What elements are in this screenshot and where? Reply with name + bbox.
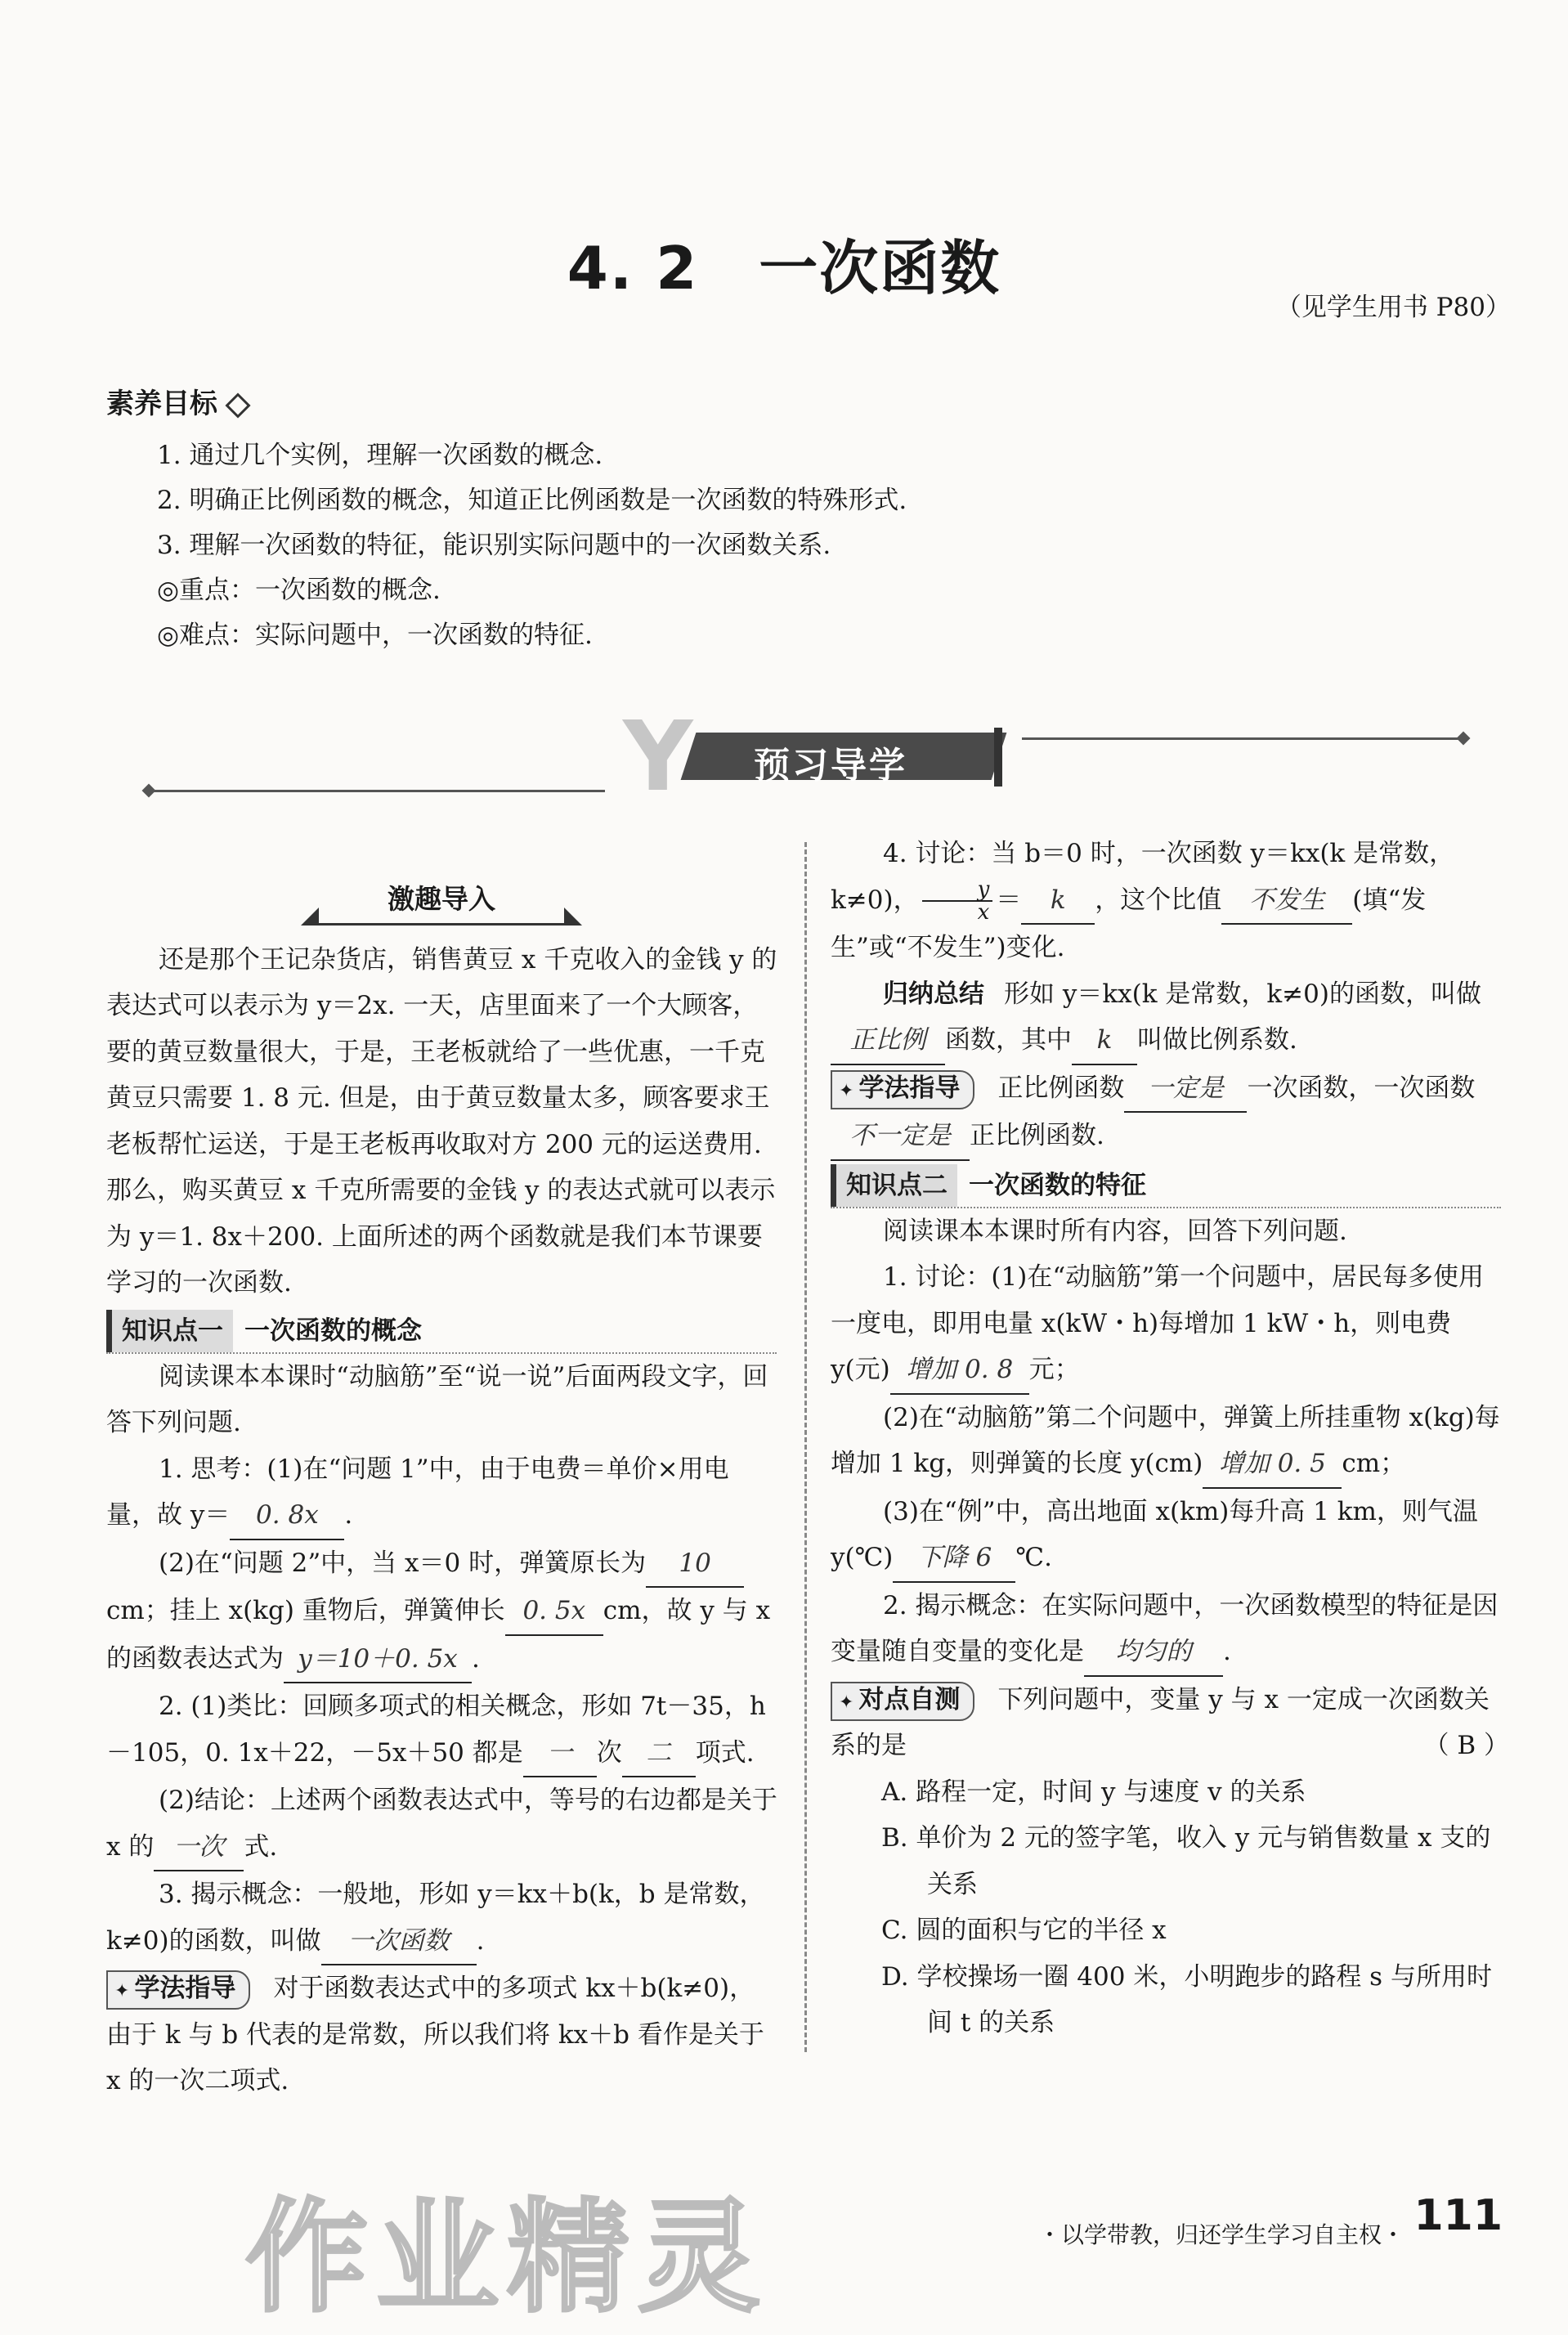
- page-title: 4. 2 一次函数: [567, 234, 1001, 303]
- intro-heading: 激趣导入: [319, 876, 564, 925]
- banner-line-right: [1022, 737, 1463, 740]
- q3-end: .: [476, 1925, 485, 1956]
- summary-answer-1: 正比例: [831, 1017, 945, 1065]
- right-tip-end: 正比例函数.: [970, 1121, 1104, 1150]
- goal-item: 1. 通过几个实例，理解一次函数的概念.: [157, 441, 603, 470]
- column-divider: [804, 842, 807, 2052]
- discussion-3: [831, 1489, 1509, 1583]
- goal-item: 3. 理解一次函数的特征，能识别实际问题中的一次函数关系.: [157, 531, 831, 560]
- banner-letter: Y: [623, 700, 693, 813]
- right-tip-answer-1: 一定是: [1124, 1065, 1247, 1114]
- kp1-name: 一次函数的概念: [244, 1315, 422, 1346]
- d2-end: cm；: [1342, 1449, 1406, 1478]
- banner-dot-left: [142, 784, 156, 798]
- q1a-end: .: [344, 1500, 353, 1530]
- q1a-answer: 0. 8x: [230, 1492, 344, 1540]
- goals-list: [157, 433, 1465, 658]
- left-tip: [106, 1965, 778, 2104]
- question-2b: [106, 1777, 778, 1871]
- self-test-label: [831, 1682, 974, 1721]
- q4-text: 4. 讨论：当 b＝0 时，一次函数 y＝kx(k 是常数，k≠0)，: [831, 839, 1455, 915]
- q2b-text: (2)结论：上述两个函数表达式中，等号的右边都是关于 x 的: [106, 1786, 777, 1862]
- q2a-text: 2. (1)类比：回顾多项式的相关概念，形如 7t－35，h－105，0. 1x＋22，－5x＋50 都是: [106, 1692, 766, 1768]
- fraction-denominator: x: [977, 900, 990, 925]
- kp2-intro: 阅读课本本课时所有内容，回答下列问题.: [883, 1216, 1347, 1246]
- q2a-text-2: 次: [596, 1737, 622, 1768]
- summary-text-2: 函数，其中: [945, 1025, 1072, 1055]
- goal-item: ◎重点：一次函数的概念.: [157, 576, 441, 605]
- goals-label: [106, 381, 247, 421]
- q3-text: 3. 揭示概念：一般地，形如 y＝kx＋b(k，b 是常数，k≠0)的函数，叫做: [106, 1880, 765, 1956]
- fraction-numerator: y: [922, 879, 993, 902]
- goal-item: ◎难点：实际问题中，一次函数的特征.: [157, 621, 593, 650]
- left-tip-label-text: 学法指导: [134, 1974, 236, 2003]
- q1b-answer-2: 0. 5x: [505, 1588, 603, 1636]
- star-icon: ✦: [114, 1981, 130, 2001]
- self-test-question: 下列问题中，变量 y 与 x 一定成一次函数关系的是: [831, 1684, 1490, 1760]
- option-b: B. 单价为 2 元的签字笔，收入 y 元与销售数量 x 支的关系: [881, 1823, 1491, 1899]
- question-4: [831, 831, 1509, 971]
- left-tip-label: [106, 1970, 250, 2010]
- ratio-fraction: [922, 879, 993, 923]
- kp1-tag: 知识点一: [106, 1310, 233, 1352]
- knowledge-point-1: [106, 1310, 777, 1354]
- self-test-answer: （ B ）: [1423, 1731, 1509, 1760]
- star-icon: ✦: [839, 1692, 854, 1713]
- summary-end: 叫做比例系数.: [1137, 1025, 1297, 1055]
- summary-label: 归纳总结: [883, 979, 984, 1009]
- q1b-text-2: cm；挂上 x(kg) 重物后，弹簧伸长: [106, 1596, 505, 1625]
- d3-end: ℃.: [1015, 1543, 1052, 1572]
- knowledge-point-2: [831, 1164, 1501, 1208]
- self-test: [831, 1677, 1509, 1769]
- right-tip-label-text: 学法指导: [858, 1073, 961, 1103]
- discussion-1: [831, 1254, 1509, 1395]
- d3-text: (3)在“例”中，高出地面 x(km)每升高 1 km，则气温 y(℃): [831, 1496, 1478, 1572]
- d2-text: (2)在“动脑筋”第二个问题中，弹簧上所挂重物 x(kg)每增加 1 kg，则弹簧的长度 y(cm): [831, 1402, 1500, 1478]
- q4-equals: ＝: [996, 885, 1022, 915]
- kp2-tag: 知识点二: [831, 1164, 957, 1207]
- goals-label-text: 素养目标: [106, 388, 217, 420]
- kp1-intro: 阅读课本本课时“动脑筋”至“说一说”后面两段文字，回答下列问题.: [106, 1361, 768, 1437]
- left-column: [106, 876, 778, 2104]
- question-1a: [106, 1446, 778, 1540]
- goal-item: 2. 明确正比例函数的概念，知道正比例函数是一次函数的特殊形式.: [157, 486, 907, 515]
- q3-answer: 一次函数: [321, 1918, 477, 1966]
- r2-text: 2. 揭示概念：在实际问题中，一次函数模型的特征是因变量随自变量的变化是: [831, 1590, 1499, 1666]
- right-column: [831, 831, 1509, 2046]
- banner-title: 预习导学: [754, 745, 907, 787]
- diamond-icon: [225, 392, 250, 418]
- right-tip: [831, 1065, 1509, 1161]
- q1b-answer-1: 10: [646, 1540, 744, 1589]
- option-a: A. 路程一定，时间 y 与速度 v 的关系: [881, 1777, 1306, 1807]
- r2-answer: 均匀的: [1084, 1629, 1223, 1677]
- q2b-answer: 一次: [154, 1824, 244, 1872]
- book-reference: （见学生用书 P80）: [1275, 293, 1511, 322]
- d2-answer: 增加 0. 5: [1203, 1441, 1342, 1489]
- question-1b: [106, 1540, 778, 1684]
- right-tip-answer-2: 不一定是: [831, 1113, 970, 1161]
- kp2-name: 一次函数的特征: [969, 1170, 1146, 1200]
- q2a-end: 项式.: [695, 1737, 755, 1768]
- q1b-end: .: [472, 1643, 480, 1674]
- section-banner: [590, 700, 1019, 813]
- watermark: 作业精灵: [245, 2187, 769, 2329]
- question-3: [106, 1871, 778, 1965]
- d1-text: 1. 讨论：(1)在“动脑筋”第一个问题中，居民每多使用一度电，即用电量 x(kW・h)每增加 1 kW・h，则电费 y(元): [831, 1262, 1485, 1384]
- banner-line-left: [147, 790, 605, 792]
- page-number: 111: [1413, 2191, 1503, 2240]
- discussion-2: [831, 1395, 1509, 1489]
- footer-slogan: ・以学带教，归还学生学习自主权・: [1037, 2221, 1404, 2248]
- banner-dot-right: [1457, 732, 1471, 746]
- q2a-answer-1: 一: [523, 1730, 597, 1778]
- q1b-text-3: cm，故 y 与 x 的函数表达式为: [106, 1596, 771, 1674]
- q2b-end: 式.: [244, 1831, 278, 1862]
- summary: [831, 971, 1509, 1065]
- q4-answer-2: 不发生: [1221, 877, 1352, 925]
- q2a-answer-2: 二: [622, 1730, 696, 1778]
- q4-end: (填“发生”或“不发生”)变化.: [831, 885, 1427, 962]
- q1b-text: (2)在“问题 2”中，当 x＝0 时，弹簧原长为: [159, 1548, 647, 1578]
- option-c: C. 圆的面积与它的半径 x: [881, 1916, 1167, 1945]
- intro-paragraph: 还是那个王记杂货店，销售黄豆 x 千克收入的金钱 y 的表达式可以表示为 y＝2x. 一天，店里面来了一个大顾客，要的黄豆数量很大，于是，王老板就给了一些优惠，一千克黄豆只需要 1. 8 元. 但是，由于黄豆数量太多，顾客要求王老板帮忙运送，于是王老板再收取对方 200 元的运送费用. 那么，购买黄豆 x 千克所需要的金钱 y 的表达式就可以表示为 y＝1. 8x＋200. 上面所述的两个函数就是我们本节课要学习的一次函数.: [106, 944, 777, 1297]
- d3-answer: 下降 6: [893, 1535, 1015, 1583]
- d1-answer: 增加 0. 8: [890, 1347, 1029, 1395]
- left-tip-text: 对于函数表达式中的多项式 kx＋b(k≠0)，由于 k 与 b 代表的是常数，所以我们将 kx＋b 看作是关于 x 的一次二项式.: [106, 1974, 764, 2095]
- summary-text: 形如 y＝kx(k 是常数，k≠0)的函数，叫做: [1004, 979, 1481, 1009]
- r2-end: .: [1223, 1637, 1231, 1666]
- option-d: D. 学校操场一圈 400 米，小明跑步的路程 s 与所用时间 t 的关系: [881, 1961, 1492, 2037]
- reveal-concept: [831, 1583, 1509, 1677]
- d1-end: 元；: [1028, 1355, 1080, 1384]
- self-test-label-text: 对点自测: [858, 1684, 961, 1714]
- question-2a: [106, 1683, 778, 1777]
- right-tip-text: 正比例函数: [997, 1073, 1125, 1103]
- q1b-answer-3: y＝10＋0. 5x: [284, 1636, 472, 1684]
- summary-answer-2: k: [1072, 1017, 1137, 1065]
- q1a-text: 1. 思考：(1)在“问题 1”中，由于电费＝单价×用电量，故 y＝: [106, 1454, 729, 1530]
- right-tip-label: [831, 1070, 974, 1109]
- q4-text-2: ，这个比值: [1095, 885, 1222, 915]
- star-icon: ✦: [839, 1080, 854, 1101]
- right-tip-text-2: 一次函数，一次函数: [1247, 1073, 1476, 1103]
- q4-answer-1: k: [1021, 877, 1095, 925]
